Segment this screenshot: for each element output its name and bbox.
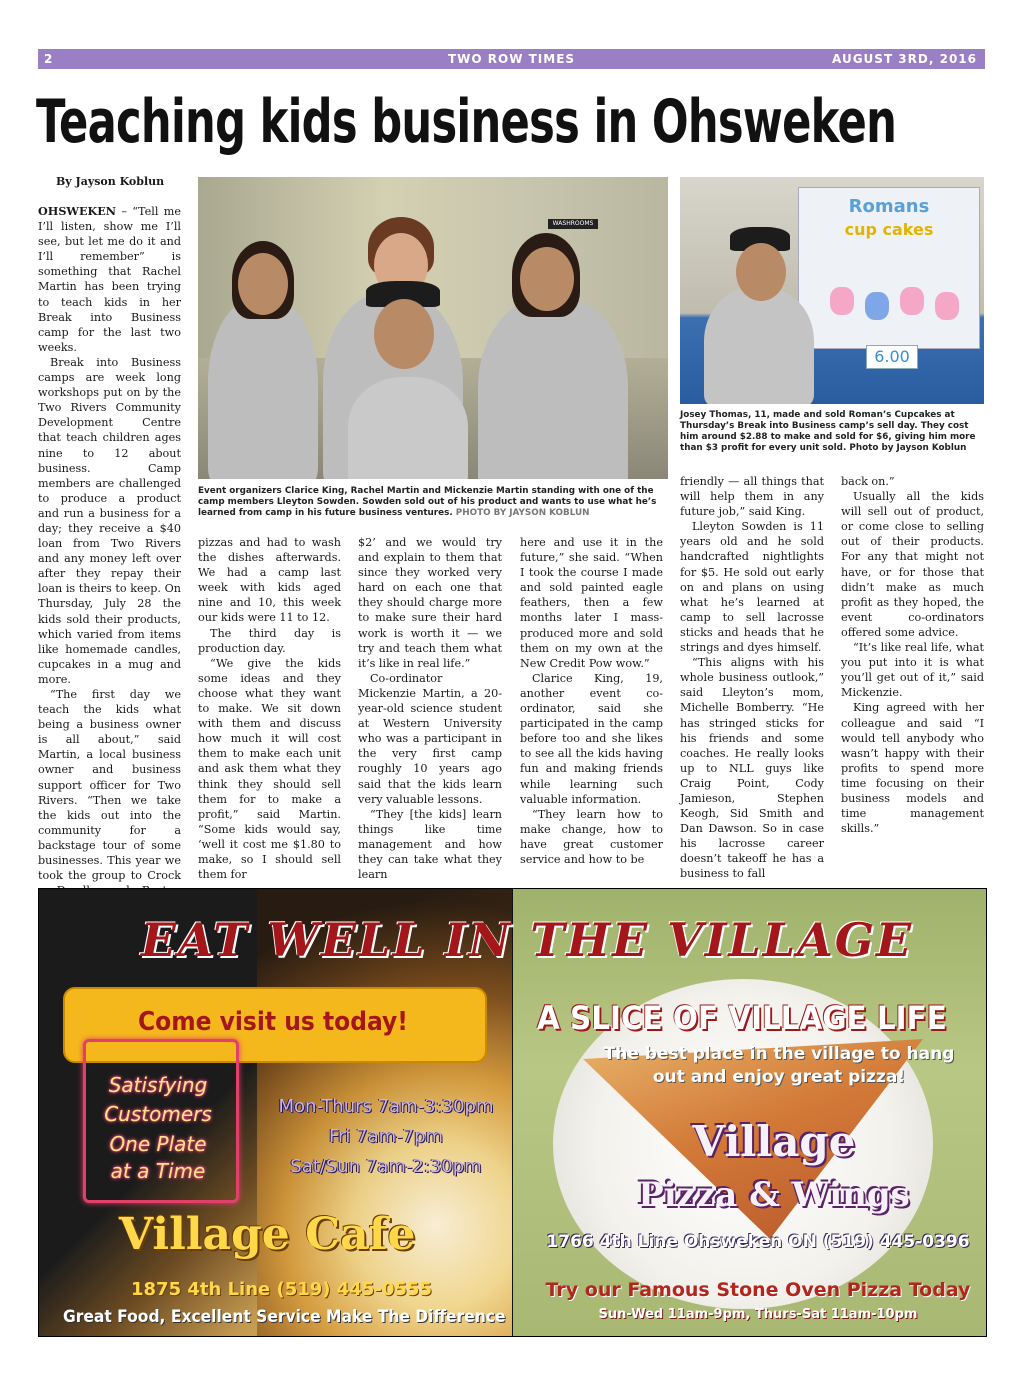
paragraph: Co-ordinator Mickenzie Martin, a 20-year-old science student at Western University who was a participant in the very first camp roughly 10 years ago said that the kids learn very valuable lessons. xyxy=(358,671,502,806)
neon-line: Satisfying xyxy=(108,1073,208,1097)
person-head xyxy=(736,243,786,301)
cafe-hours-line: Mon-Thurs 7am-3:30pm xyxy=(278,1096,494,1117)
paragraph: friendly — all things that will help them in any future job,” said King. xyxy=(680,475,824,519)
pizza-headline: A SLICE OF VILLAGE LIFE xyxy=(537,999,947,1037)
cupcake-seller-photo xyxy=(680,177,984,404)
advertisement xyxy=(38,888,987,1337)
paragraph: Clarice King, 19, another event co-ordinator, said she participated in the camp before too and she likes to see all the kids having fun and making friends while learning such valuable information. xyxy=(520,671,663,806)
board-title: Romans xyxy=(848,196,930,217)
paragraph: pizzas and had to wash the dishes afterwards. We had a camp last week with kids aged nine and 10, this week our kids were 11 to 12. xyxy=(198,536,341,625)
person-head xyxy=(238,253,288,315)
dateline: OHSWEKEN xyxy=(38,204,116,218)
person-figure xyxy=(208,297,318,479)
paragraph: – “Tell me I’ll listen, show me I’ll see, but let me do it and I’ll remember” is something that Rachel Martin has been trying to teach kids in her Break into Business camp for the last two weeks. xyxy=(38,205,181,354)
paragraph: King agreed with her colleague and said “I would tell anybody who wasn’t happy with their profits to spend more time focusing on their business models and time management skills.” xyxy=(841,701,984,836)
paragraph: Break into Business camps are week long workshops put on by the Two Rivers Community Development Centre that teach children ages nine to 12 about business. Camp members are challenged to produce a product and run a business for a day; they receive a $40 loan from Two Rivers and any money left over after they repay their loan is theirs to keep. On Thursday, July 28 the kids sold their products, which varied from items like homemade candles, cupcakes in a mug and more. xyxy=(38,355,181,686)
cafe-name: Village Cafe xyxy=(119,1209,416,1260)
page-header-bar xyxy=(38,49,985,69)
pizza-name-line2: Pizza & Wings xyxy=(638,1175,910,1215)
person-head xyxy=(374,299,434,369)
washrooms-sign: WASHROOMS xyxy=(548,219,598,229)
paragraph: The third day is production day. xyxy=(198,626,341,655)
cupcake xyxy=(935,292,959,320)
paragraph: Usually all the kids will sell out of product, or come close to selling out of their products. For any that might not have, or for those that didn’t make as much profit as they hoped, the event co-ordinators offered some advice. xyxy=(841,490,984,639)
cafe-hours-line: Sat/Sun 7am-2:30pm xyxy=(290,1156,482,1177)
paragraph: back on.” xyxy=(841,475,895,488)
neon-line: Customers xyxy=(104,1102,212,1126)
caption-text: Event organizers Clarice King, Rachel Martin and Mickenzie Martin standing with one of the camp members Lleyton Sowden. Sowden sold out of his product and wants to use what he’s learned from camp in his future business ventures. xyxy=(198,486,657,518)
paragraph: “It’s like real life, what you put into it is what you’ll get out of it,” said Mickenzie. xyxy=(841,641,984,700)
neon-line: at a Time xyxy=(110,1159,206,1183)
cupcake xyxy=(865,292,889,320)
paragraph: Lleyton Sowden is 11 years old and he sold handcrafted nightlights for $5. He sold out early on and plans on using what he’s learned at camp to sell lacrosse sticks and heads that he strings and dyes himself. xyxy=(680,520,824,655)
cafe-tagline: Great Food, Excellent Service Make The Difference xyxy=(63,1307,506,1326)
pizza-name-line1: Village xyxy=(692,1117,856,1166)
photo-credit: PHOTO BY JAYSON KOBLUN xyxy=(455,508,590,518)
issue-date: AUGUST 3RD, 2016 xyxy=(832,52,977,66)
article-column-2 xyxy=(198,535,341,882)
paragraph: “The first day we teach the kids what being a business owner is all about,” said Martin, a local business owner and business support officer for Two Rivers. “Then we take the kids out into the community for a backstage tour of some businesses. This year we took the group to Crock xyxy=(38,688,181,883)
pizza-subheadline: out and enjoy great pizza! xyxy=(652,1067,906,1087)
price-tag: 6.00 xyxy=(866,345,918,369)
board-subtitle: cup cakes xyxy=(844,220,934,239)
cafe-contact: 1875 4th Line (519) 445-0555 xyxy=(131,1279,432,1300)
paragraph: $2’ and we would try and explain to them that since they worked very hard on each one that they should charge more to make sure their hard work is worth it — we try and teach them what it’s like in real life.” xyxy=(358,536,502,670)
person-figure xyxy=(704,287,814,404)
person-figure xyxy=(348,377,468,479)
camp-organizers-photo xyxy=(198,177,668,479)
display-board xyxy=(798,187,980,349)
pizza-hours: Sun-Wed 11am-9pm, Thurs-Sat 11am-10pm xyxy=(598,1307,918,1322)
cafe-hours-line: Fri 7am-7pm xyxy=(328,1126,444,1147)
photo2-caption: Josey Thomas, 11, made and sold Roman’s Cupcakes at Thursday’s Break into Business camp’s sell day. They cost him around $2.88 to make and sold for $6, giving him more than $3 profit for every unit sold. Photo by Jayson Koblun xyxy=(680,410,976,453)
article-column-3 xyxy=(358,535,502,882)
article-column-6 xyxy=(841,474,984,836)
article-column-4 xyxy=(520,535,663,867)
ad-banner-title: EAT WELL IN THE VILLAGE xyxy=(140,913,914,967)
newspaper-name: TWO ROW TIMES xyxy=(447,52,576,66)
article-column-1 xyxy=(38,204,181,929)
paragraph: here and use it in the future,” she said. “When I took the course I made and sold painted eagle feathers, then a few months later I mass-produced more and sold them on my own at the New Credit Pow wow.” xyxy=(520,536,663,670)
article-headline: Teaching kids business in Ohsweken xyxy=(36,87,897,157)
article-column-5 xyxy=(680,474,824,882)
paragraph: “We give the kids some ideas and they choose what they want to make. We sit down with them and discuss how much it will cost them to make each unit and ask them what they think they should sell them for to make a profit,” said Martin. “Some kids would say, ‘well it cost me $1.80 to make, so I should sell them for xyxy=(198,656,341,882)
person-figure xyxy=(478,297,628,479)
neon-line: One Plate xyxy=(109,1132,207,1156)
cupcake xyxy=(900,287,924,315)
page-number: 2 xyxy=(44,52,54,66)
article-byline: By Jayson Koblun xyxy=(56,175,165,188)
visit-callout-text: Come visit us today! xyxy=(138,1007,408,1037)
photo1-caption xyxy=(198,486,668,519)
pizza-promo: Try our Famous Stone Oven Pizza Today xyxy=(545,1279,971,1301)
paragraph: “They learn how to make change, how to have great customer service and how to be xyxy=(520,807,663,866)
cupcake xyxy=(830,287,854,315)
person-head xyxy=(520,247,574,311)
pizza-contact: 1766 4th Line Ohsweken ON (519) 445-0396 xyxy=(546,1232,970,1252)
paragraph: “This aligns with his whole business outlook,” said Lleyton’s mom, Michelle Bomberry. “He has stringed sticks for his friends and some coaches. He really looks up to NLL guys like Craig Point, Cody Jamieson, Stephen Keogh, Sid Smith and Dan Dawson. So in case his lacrosse career doesn’t takeoff he has a business to fall xyxy=(680,656,824,881)
paragraph: “They [the kids] learn things like time management and how they can take what they learn xyxy=(358,807,502,882)
pizza-subheadline: The best place in the village to hang xyxy=(603,1044,955,1064)
